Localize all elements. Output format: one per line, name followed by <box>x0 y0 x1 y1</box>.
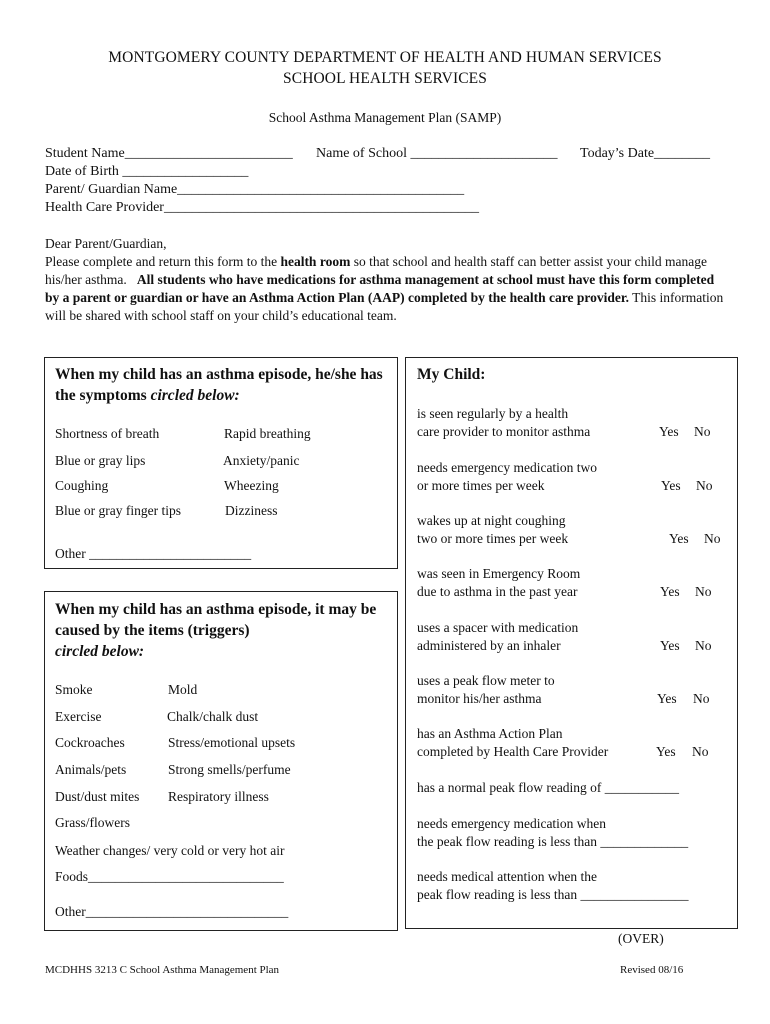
symptoms-heading-italic: circled below: <box>150 387 240 404</box>
symptom-item[interactable]: Dizziness <box>225 503 278 518</box>
question-line-1: has an Asthma Action Plan <box>417 726 563 741</box>
trigger-item[interactable]: Exercise <box>55 709 102 724</box>
no-option[interactable]: No <box>694 424 711 439</box>
yes-option[interactable]: Yes <box>656 744 676 759</box>
my-child-heading: My Child: <box>417 366 486 383</box>
question-line-1: wakes up at night coughing <box>417 513 566 528</box>
question-line-2: two or more times per week <box>417 531 569 546</box>
triggers-heading-text: When my child has an asthma episode, it may be caused by the items (triggers) <box>55 601 377 639</box>
question-line-1: is seen regularly by a health <box>417 406 569 421</box>
no-option[interactable]: No <box>692 744 709 759</box>
symptoms-heading-text: When my child has an asthma episode, he/she has the symptoms <box>55 366 383 404</box>
letter-text-3: This information will be shared with school staff on your child’s educational team. <box>45 290 724 323</box>
letter-text-2: so that school and health staff can better assist your child manage his/her asthma. <box>45 254 707 287</box>
no-option[interactable]: No <box>704 531 721 546</box>
trigger-item[interactable]: Chalk/chalk dust <box>167 709 259 724</box>
question-line-1: uses a peak flow meter to <box>417 673 555 688</box>
over-label: (OVER) <box>618 931 664 946</box>
question-line-1: needs emergency medication two <box>417 460 598 475</box>
guardian-field[interactable]: Parent/ Guardian Name_________________________________________ <box>45 182 465 197</box>
yes-option[interactable]: Yes <box>659 424 679 439</box>
no-option[interactable]: No <box>695 638 712 653</box>
symptom-item[interactable]: Shortness of breath <box>55 426 160 441</box>
letter-greeting: Dear Parent/Guardian, <box>45 236 167 251</box>
trigger-item[interactable]: Dust/dust mites <box>55 789 140 804</box>
trigger-item[interactable]: Weather changes/ very cold or very hot air <box>55 843 285 858</box>
no-option[interactable]: No <box>693 691 710 706</box>
header-agency: MONTGOMERY COUNTY DEPARTMENT OF HEALTH AND HUMAN SERVICES <box>108 49 662 66</box>
symptoms-box <box>44 357 398 569</box>
medical-line-1: needs medical attention when the <box>417 869 597 884</box>
trigger-item[interactable]: Smoke <box>55 682 93 697</box>
question-line-2: completed by Health Care Provider <box>417 744 609 759</box>
trigger-item[interactable]: Respiratory illness <box>168 789 269 804</box>
trigger-item[interactable]: Animals/pets <box>55 762 127 777</box>
symptom-item[interactable]: Anxiety/panic <box>223 453 300 468</box>
student-name-field[interactable]: Student Name________________________ <box>45 146 293 161</box>
today-date-field[interactable]: Today’s Date________ <box>580 146 711 161</box>
trigger-item[interactable]: Mold <box>168 682 198 697</box>
letter-text-1: Please complete and return this form to the <box>45 254 281 269</box>
symptom-item[interactable]: Coughing <box>55 478 109 493</box>
question-line-2: administered by an inhaler <box>417 638 561 653</box>
no-option[interactable]: No <box>696 478 713 493</box>
my-child-box <box>405 357 738 929</box>
trigger-other-field[interactable]: Other______________________________ <box>55 904 289 919</box>
trigger-item[interactable]: Stress/emotional upsets <box>168 735 296 750</box>
page-title: School Asthma Management Plan (SAMP) <box>268 110 502 125</box>
emergency-line-1: needs emergency medication when <box>417 816 607 831</box>
normal-peak-field[interactable]: has a normal peak flow reading of ___________ <box>417 780 680 795</box>
yes-option[interactable]: Yes <box>661 478 681 493</box>
trigger-item[interactable]: Cockroaches <box>55 735 125 750</box>
question-line-2: or more times per week <box>417 478 545 493</box>
symptom-item[interactable]: Blue or gray finger tips <box>55 503 181 518</box>
letter-health-room: health room <box>280 254 351 269</box>
trigger-foods-field[interactable]: Foods_____________________________ <box>55 869 284 884</box>
emergency-peak-field[interactable]: the peak flow reading is less than _____________ <box>417 834 689 849</box>
symptoms-heading <box>55 364 385 406</box>
medical-peak-field[interactable]: peak flow reading is less than ________________ <box>417 887 689 902</box>
triggers-heading-italic: circled below: <box>55 643 145 660</box>
question-line-2: monitor his/her asthma <box>417 691 542 706</box>
dob-field[interactable]: Date of Birth __________________ <box>45 164 249 179</box>
provider-field[interactable]: Health Care Provider_____________________________________________ <box>45 200 479 215</box>
form-id: MCDHHS 3213 C School Asthma Management Plan <box>45 964 280 976</box>
no-option[interactable]: No <box>695 584 712 599</box>
yes-option[interactable]: Yes <box>660 584 680 599</box>
triggers-heading <box>55 599 385 662</box>
symptom-item[interactable]: Wheezing <box>224 478 279 493</box>
yes-option[interactable]: Yes <box>657 691 677 706</box>
yes-option[interactable]: Yes <box>660 638 680 653</box>
trigger-item[interactable]: Strong smells/perfume <box>168 762 291 777</box>
letter-requirement: All students who have medications for asthma management at school must have this form completed by a parent or guardian or have an Asthma Action Plan (AAP) completed by the health care provider. <box>45 272 715 305</box>
symptom-item[interactable]: Blue or gray lips <box>55 453 146 468</box>
question-line-2: care provider to monitor asthma <box>417 424 591 439</box>
school-name-field[interactable]: Name of School _____________________ <box>316 146 558 161</box>
symptom-item[interactable]: Rapid breathing <box>224 426 311 441</box>
header-division: SCHOOL HEALTH SERVICES <box>283 70 487 87</box>
triggers-box <box>44 591 398 931</box>
symptom-other-field[interactable]: Other ________________________ <box>55 546 252 561</box>
letter-body <box>45 253 725 325</box>
question-line-1: uses a spacer with medication <box>417 620 579 635</box>
revised-date: Revised 08/16 <box>620 964 684 976</box>
trigger-item[interactable]: Grass/flowers <box>55 815 130 830</box>
question-line-2: due to asthma in the past year <box>417 584 578 599</box>
yes-option[interactable]: Yes <box>669 531 689 546</box>
question-line-1: was seen in Emergency Room <box>417 566 581 581</box>
